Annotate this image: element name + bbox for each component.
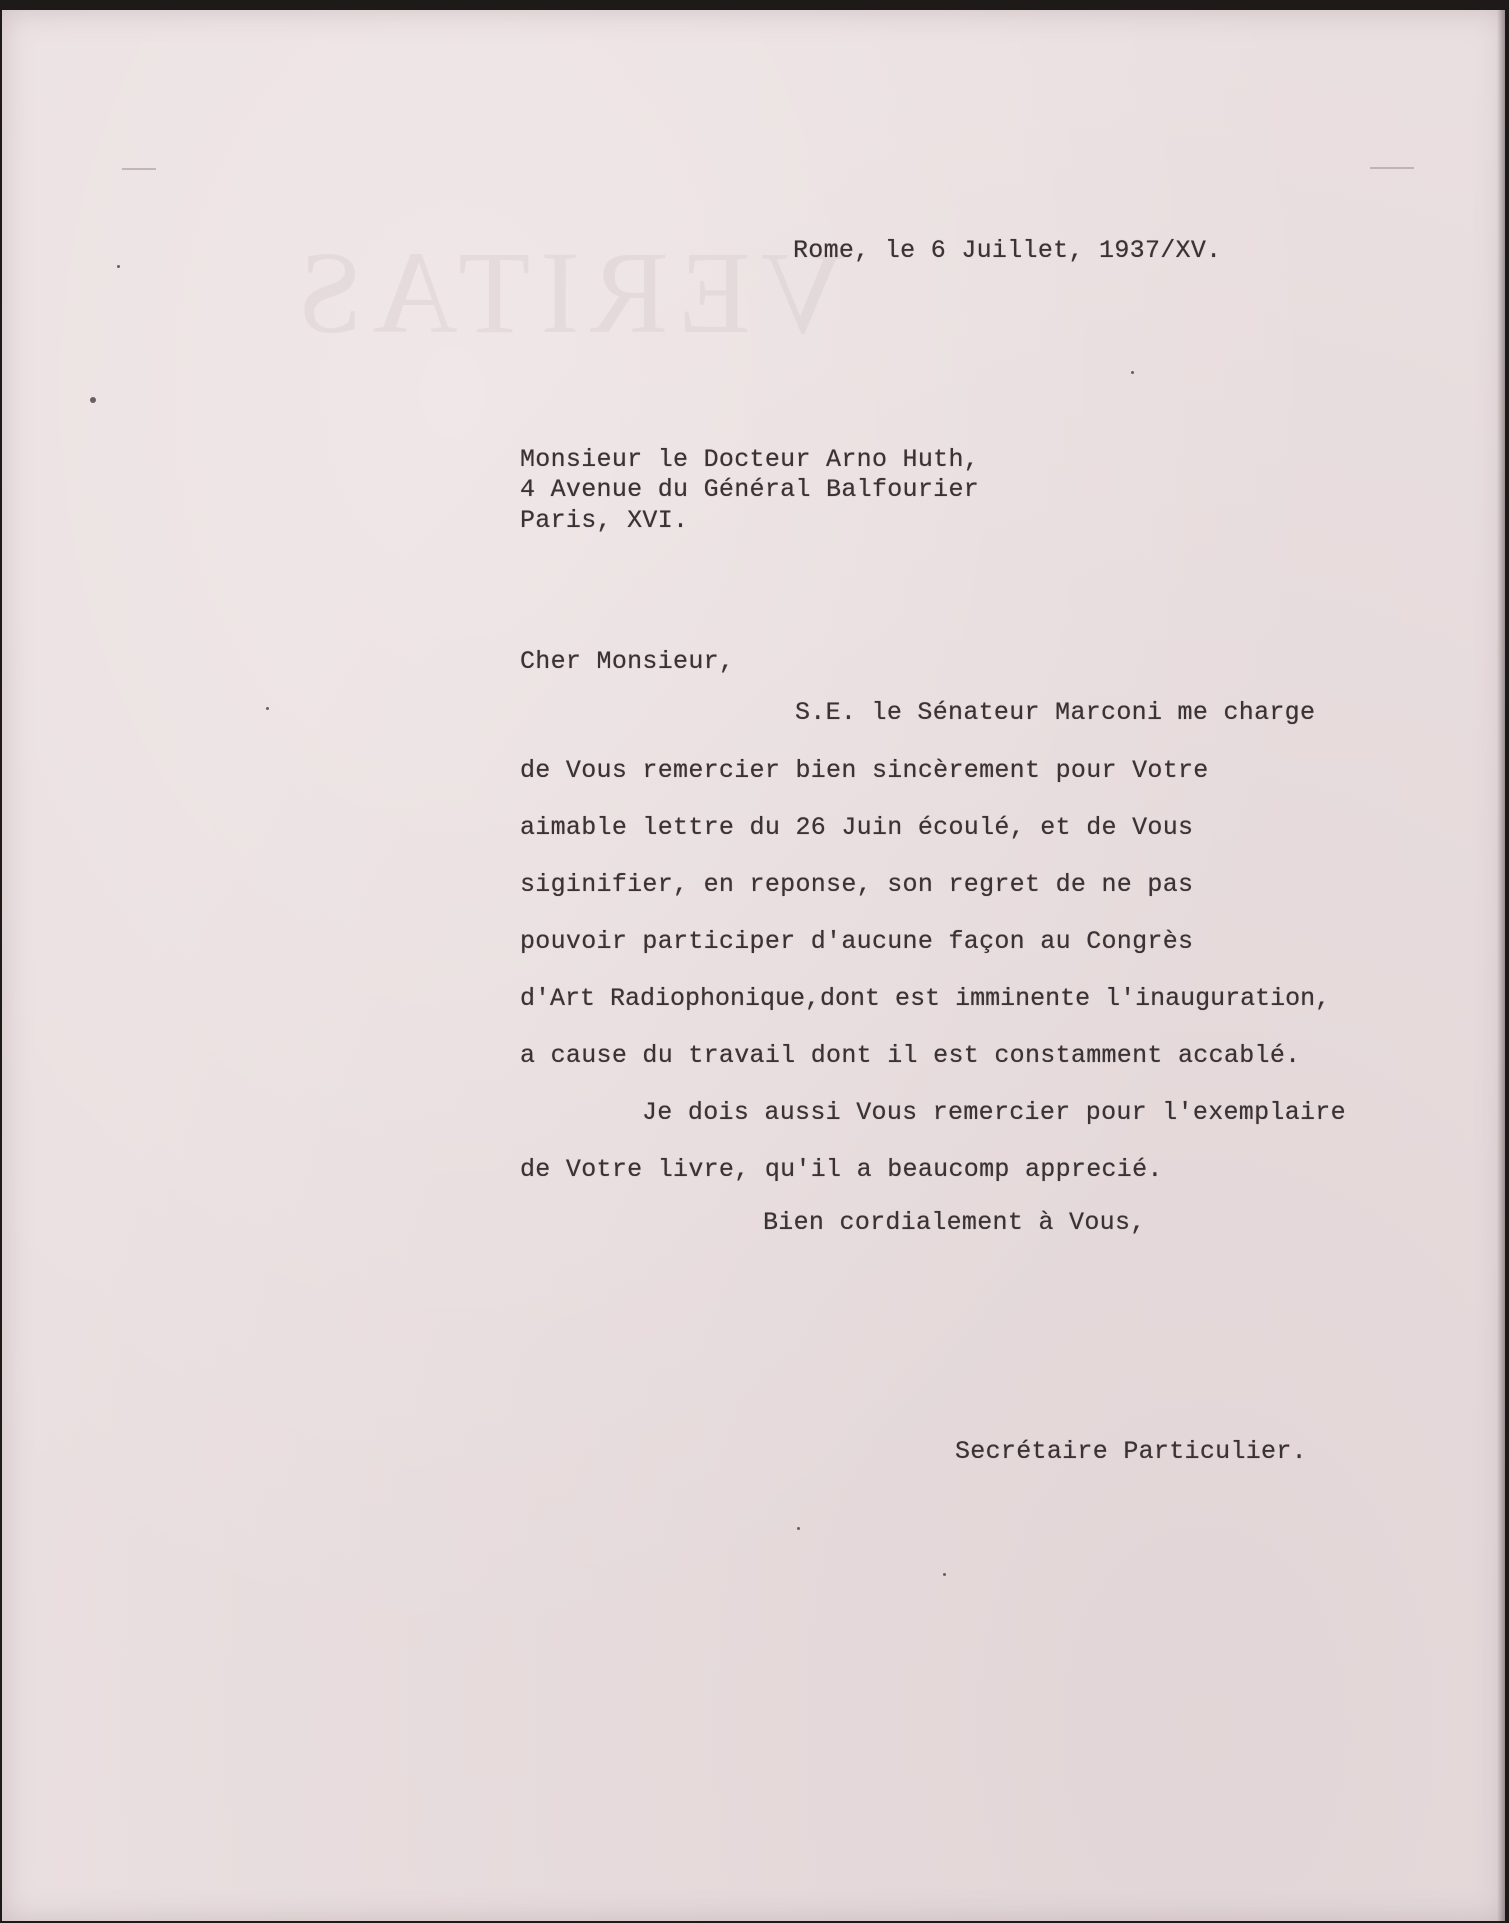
salutation: Cher Monsieur, [520, 647, 735, 676]
signature-title: Secrétaire Particulier. [955, 1437, 1307, 1466]
closing: Bien cordialement à Vous, [763, 1208, 1146, 1237]
paper-speck [1131, 371, 1134, 374]
body-line: Je dois aussi Vous remercier pour l'exemplaire [642, 1098, 1346, 1127]
recipient-street: 4 Avenue du Général Balfourier [520, 475, 980, 504]
paper-watermark: VERITAS [287, 227, 846, 358]
left-fold-mark [122, 168, 156, 170]
page-edge-shadow [1497, 10, 1505, 1921]
paper-speck [117, 265, 120, 268]
paper-speck [266, 707, 269, 710]
body-line: pouvoir participer d'aucune façon au Congrès [520, 927, 1194, 956]
paper-speck [943, 1573, 946, 1576]
recipient-city: Paris, XVI. [520, 506, 689, 535]
dateline: Rome, le 6 Juillet, 1937/XV. [793, 236, 1222, 265]
body-line: aimable lettre du 26 Juin écoulé, et de Vous [520, 813, 1194, 842]
body-line: siginifier, en reponse, son regret de ne pas [520, 870, 1194, 899]
body-line: a cause du travail dont il est constamment accablé. [520, 1041, 1301, 1070]
body-line: de Vous remercier bien sincèrement pour Votre [520, 756, 1209, 785]
paper-speck [90, 397, 96, 403]
body-line: S.E. le Sénateur Marconi me charge [795, 698, 1316, 727]
letter-page [2, 10, 1505, 1921]
recipient-name: Monsieur le Docteur Arno Huth, [520, 445, 980, 474]
body-line: de Votre livre, qu'il a beaucomp apprecié. [520, 1155, 1163, 1184]
paper-speck [797, 1527, 800, 1530]
body-line: d'Art Radiophonique,dont est imminente l'inauguration, [520, 984, 1331, 1013]
right-fold-mark [1370, 167, 1414, 169]
